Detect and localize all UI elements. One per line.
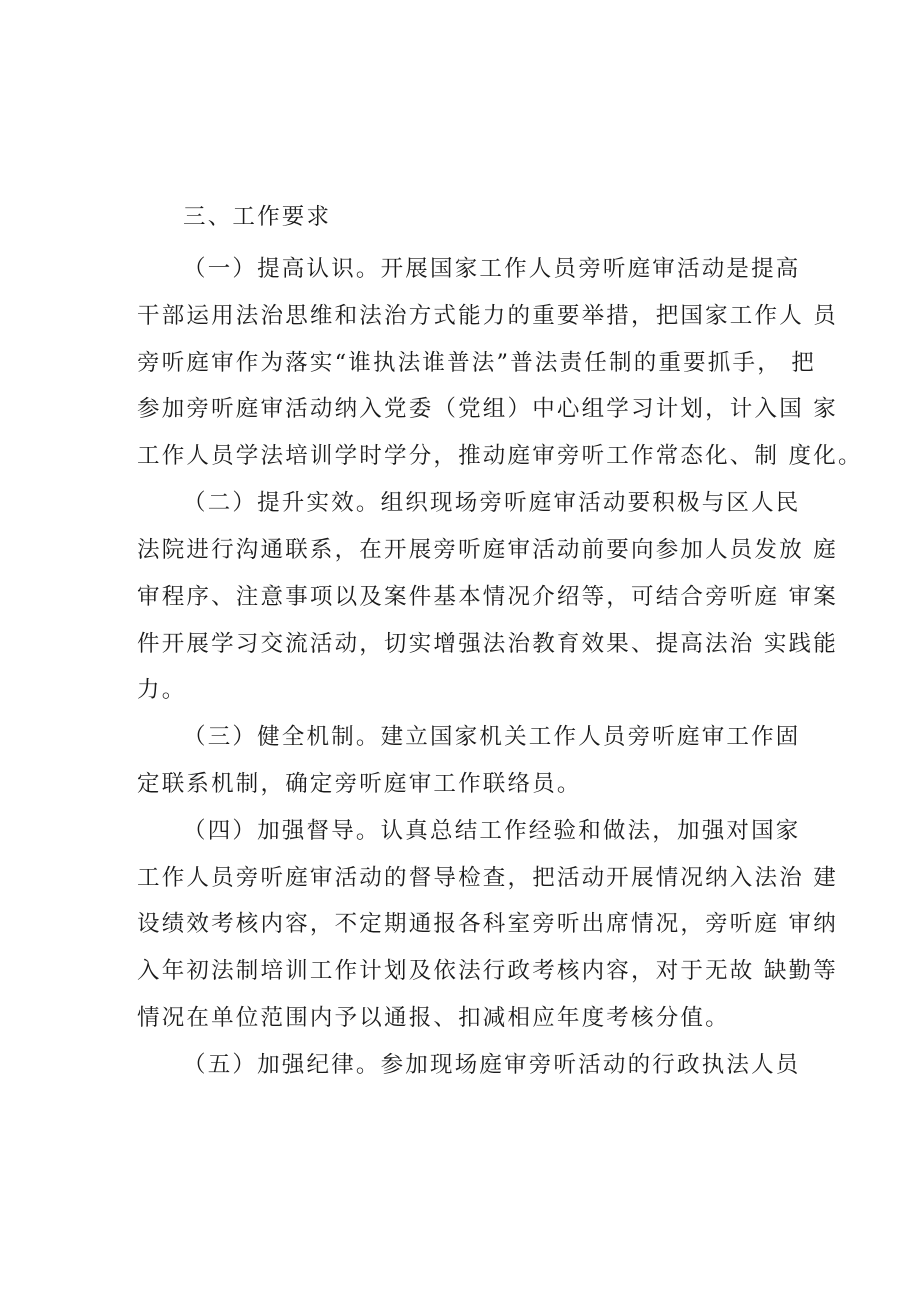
paragraph-1-line-1: （一）提高认识。开展国家工作人员旁听庭审活动是提高	[183, 256, 801, 282]
paragraph-3-line-2: 定联系机制，确定旁听庭审工作联络员。	[137, 771, 582, 797]
paragraph-2-line-1: （二）提升实效。组织现场旁听庭审活动要积极与区人民	[183, 490, 801, 516]
paragraph-2-line-5: 力。	[137, 677, 187, 703]
paragraph-4-line-2: 工作人员旁听庭审活动的督导检查，把活动开展情况纳入法治 建	[137, 865, 838, 891]
paragraph-1-line-4: 参加旁听庭审活动纳入党委（党组）中心组学习计划，计入国 家	[137, 396, 838, 422]
paragraph-3-line-1: （三）健全机制。建立国家机关工作人员旁听庭审工作固	[183, 724, 801, 750]
paragraph-2-line-3: 审程序、注意事项以及案件基本情况介绍等，可结合旁听庭 审案	[137, 584, 838, 610]
paragraph-1-line-5: 工作人员学法培训学时学分，推动庭审旁听工作常态化、制 度化。	[137, 443, 863, 469]
paragraph-5-line-1: （五）加强纪律。参加现场庭审旁听活动的行政执法人员	[183, 1052, 801, 1078]
paragraph-1-line-2: 干部运用法治思维和法治方式能力的重要举措，把国家工作人 员	[137, 303, 838, 329]
paragraph-2-line-2: 法院进行沟通联系，在开展旁听庭审活动前要向参加人员发放 庭	[137, 537, 838, 563]
paragraph-4-line-1: （四）加强督导。认真总结工作经验和做法，加强对国家	[183, 818, 801, 844]
paragraph-1-line-3: 旁听庭审作为落实“谁执法谁普法”普法责任制的重要抓手， 把	[137, 350, 816, 376]
paragraph-4-line-5: 情况在单位范围内予以通报、扣减相应年度考核分值。	[137, 1005, 730, 1031]
paragraph-4-line-4: 入年初法制培训工作计划及依法行政考核内容，对于无故 缺勤等	[137, 958, 838, 984]
paragraph-2-line-4: 件开展学习交流活动，切实增强法治教育效果、提高法治 实践能	[137, 631, 838, 657]
paragraph-4-line-3: 设绩效考核内容，不定期通报各科室旁听出席情况，旁听庭 审纳	[137, 911, 838, 937]
section-heading: 三、工作要求	[183, 204, 332, 230]
